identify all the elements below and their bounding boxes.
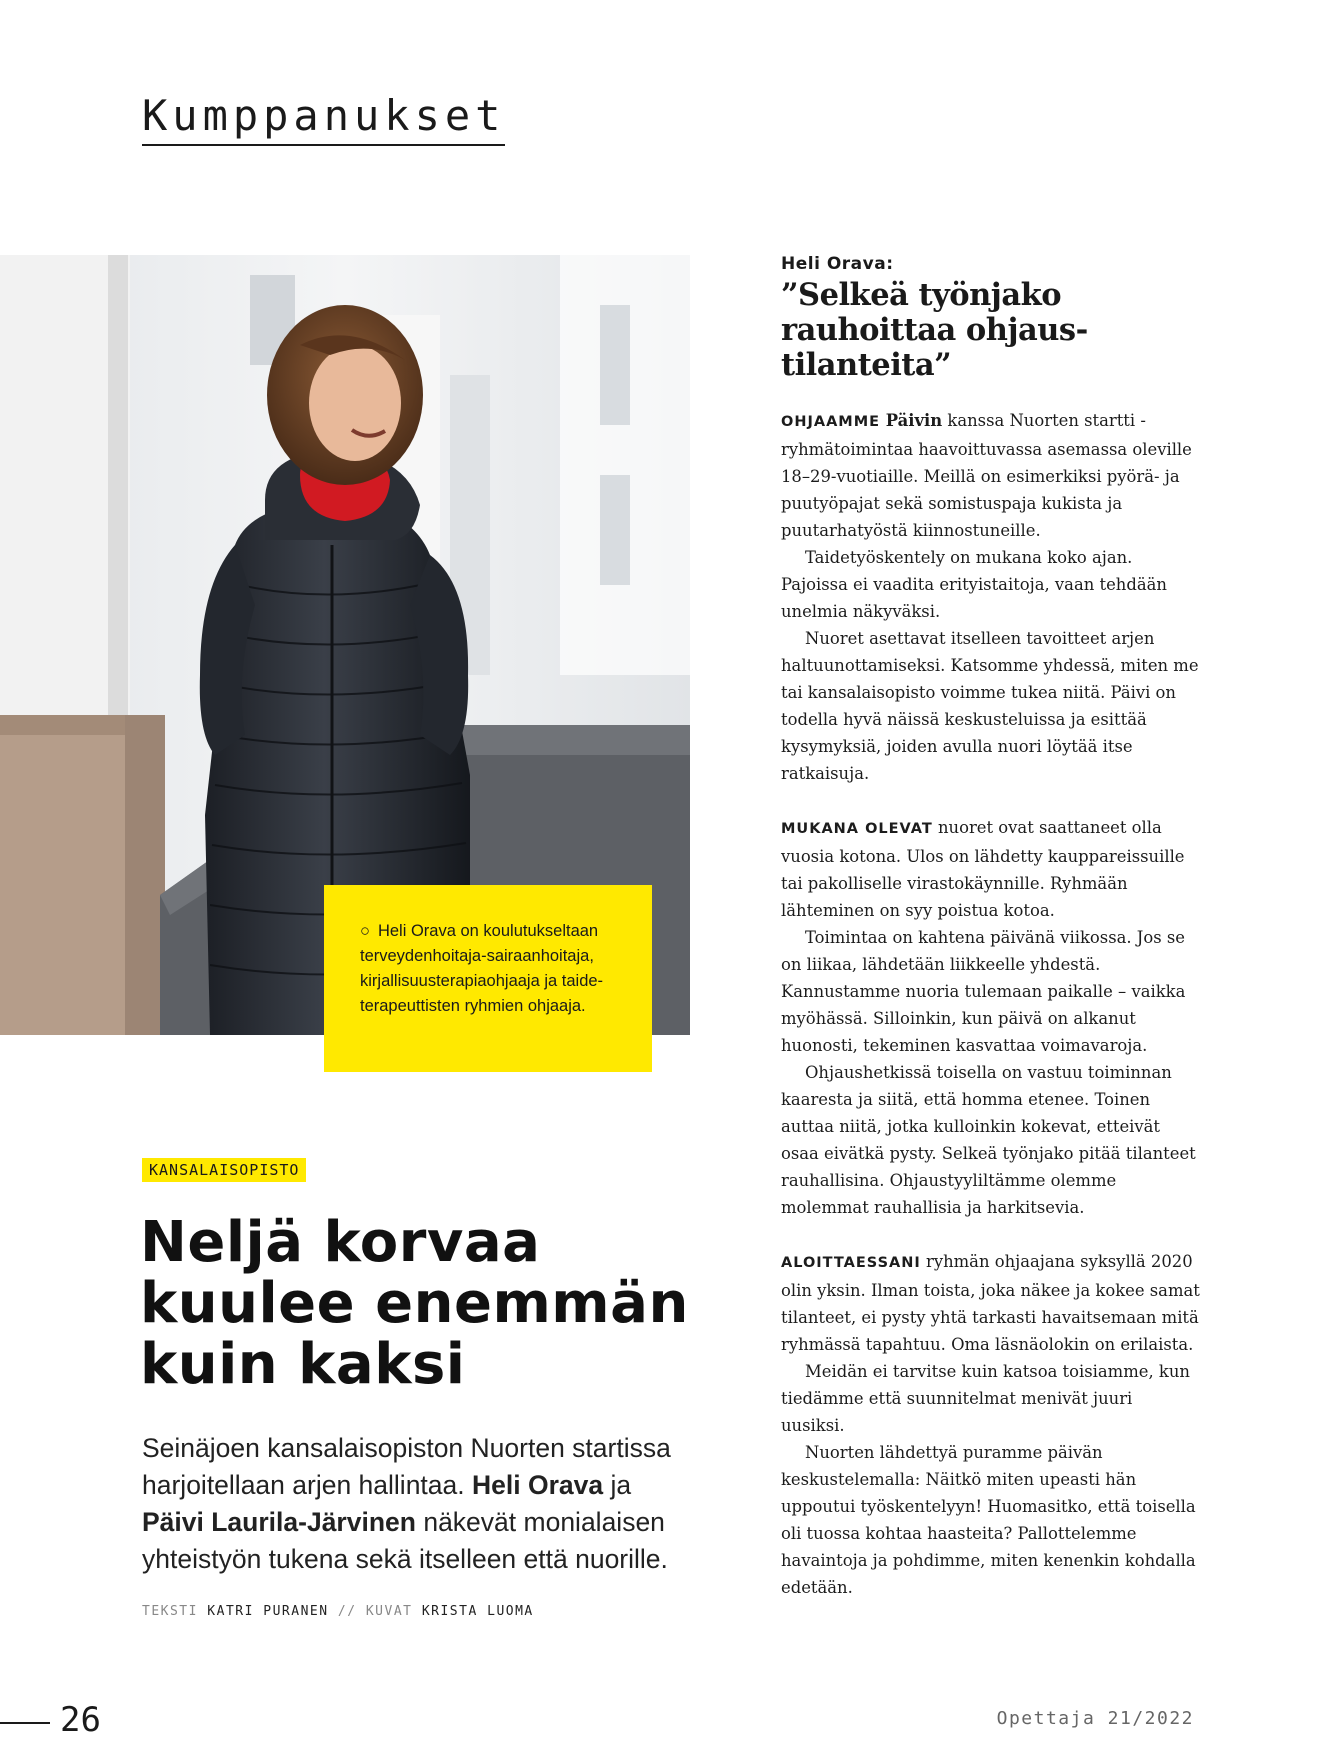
quote-headline: [781, 278, 1201, 383]
lede-text: ja: [603, 1470, 632, 1500]
quote-line: rauhoittaa ohjaus-: [781, 312, 1088, 348]
lede-name: Päivi Laurila-Järvinen: [142, 1507, 416, 1537]
article-credits: [142, 1604, 534, 1619]
folio-rule: [0, 1722, 50, 1724]
lead-in-caps: OHJAAMME: [781, 414, 881, 430]
author-name: KATRI PURANEN: [207, 1604, 329, 1619]
quote-line: ”Selkeä työnjako: [781, 277, 1062, 313]
photographer-name: KRISTA LUOMA: [421, 1604, 534, 1619]
headline-line: kuulee enemmän: [140, 1271, 689, 1336]
article-lede: [142, 1430, 682, 1578]
caption-line: kirjallisuusterapiaohjaaja ja taide-: [360, 972, 604, 990]
credit-label: TEKSTI: [142, 1604, 198, 1619]
lede-text: Seinäjoen kansalaisopiston Nuorten startissa harjoitellaan arjen hallintaa.: [142, 1433, 671, 1500]
headline-line: kuin kaksi: [140, 1332, 466, 1397]
lede-text: näkevät monialaisen yhteistyön tukena sekä itselleen että nuorille.: [142, 1507, 668, 1574]
photo-caption-box: [324, 885, 652, 1072]
section-title: Kumppanukset: [142, 94, 505, 146]
lede-name: Heli Orava: [472, 1470, 604, 1500]
body-paragraph: Nuoret asettavat itselleen tavoitteet arjen haltuunottamiseksi. Katsomme yhdessä, miten me tai kansalaisopisto voimme tukea niitä. Päivi on todella hyvä näissä keskusteluissa ja esittää kysymyksiä, joiden avulla nuori löytää itse ratkaisuja.: [781, 629, 1199, 783]
photo-caption: [360, 919, 632, 1019]
body-paragraph: [781, 407, 1201, 544]
quote-line: tilanteita”: [781, 347, 952, 383]
page-number: 26: [60, 1700, 101, 1740]
body-paragraph: Ohjaushetkissä toisella on vastuu toiminnan kaaresta ja siitä, että homma etenee. Toinen auttaa niitä, jotka kulloinkin kokevat, etteivät osaa eivätkä pysty. Selkeä työnjako pitää tilanteet rauhallisina. Ohjaustyyliltämme olemme molemmat rauhallisia ja harkitsevia.: [781, 1063, 1196, 1217]
article-headline: [140, 1212, 700, 1395]
category-tag: KANSALAISOPISTO: [142, 1158, 306, 1182]
circle-bullet-icon: ○: [360, 922, 370, 940]
body-paragraph: Nuorten lähdettyä puramme päivän keskustelemalla: Näitkö miten upeasti hän uppoutui työskentelyyn! Huomasitko, että toisella oli tuossa kohtaa haasteita? Pallottelemme havaintoja ja pohdimme, miten kenenkin kohdalla edetään.: [781, 1443, 1196, 1597]
lead-in-caps: ALOITTAESSANI: [781, 1255, 921, 1271]
body-paragraph: [781, 814, 1201, 924]
lead-in-caps: MUKANA OLEVAT: [781, 821, 933, 837]
lead-in-bold: Päivin: [880, 411, 943, 430]
caption-line: terveydenhoitaja-sairaanhoitaja,: [360, 947, 594, 965]
body-paragraph: Taidetyöskentely on mukana koko ajan. Pajoissa ei vaadita erityistaitoja, vaan tehdään unelmia näkyväksi.: [781, 548, 1167, 621]
interviewee-name: Heli Orava:: [781, 254, 894, 274]
interview-body: [781, 407, 1201, 1601]
paragraph-text: kanssa Nuorten startti -ryhmätoimintaa haavoittuvassa asemassa oleville 18–29-vuotiaille. Meillä on esimerkiksi pyörä- ja puutyöpajat sekä somistuspaja kukista ja puutarhatyöstä kiinnostuneille.: [781, 411, 1192, 540]
credit-label: KUVAT: [365, 1604, 413, 1619]
headline-line: Neljä korvaa: [140, 1210, 541, 1275]
credit-separator: //: [337, 1604, 357, 1619]
body-paragraph: [781, 1248, 1201, 1358]
paragraph-text: ryhmän ohjaajana syksyllä 2020 olin yksin. Ilman toista, joka näkee ja kokee samat tilanteet, ei pysty yhtä tarkasti havaitsemaan mitä ryhmässä tapahtuu. Oma läsnäolokin on erilaista.: [781, 1252, 1200, 1354]
body-paragraph: Meidän ei tarvitse kuin katsoa toisiamme, kun tiedämme että suunnitelmat menivät juuri uusiksi.: [781, 1362, 1190, 1435]
caption-line: Heli Orava on koulutukseltaan: [377, 922, 599, 940]
interview-column: [781, 254, 1201, 1601]
body-paragraph: Toimintaa on kahtena päivänä viikossa. Jos se on liikaa, lähdetään liikkeelle yhdestä. Kannustamme nuoria tulemaan paikalle – vaikka myöhässä. Silloinkin, kun päivä on alkanut huonosti, tekeminen kasvattaa voimavaroja.: [781, 928, 1186, 1055]
issue-label: Opettaja 21/2022: [996, 1708, 1194, 1729]
caption-line: terapeuttisten ryhmien ohjaaja.: [360, 997, 586, 1015]
paragraph-text: nuoret ovat saattaneet olla vuosia kotona. Ulos on lähdetty kauppareissuille tai pakolliselle virastokäynnille. Ryhmään lähteminen on syy poistua kotoa.: [781, 818, 1185, 920]
